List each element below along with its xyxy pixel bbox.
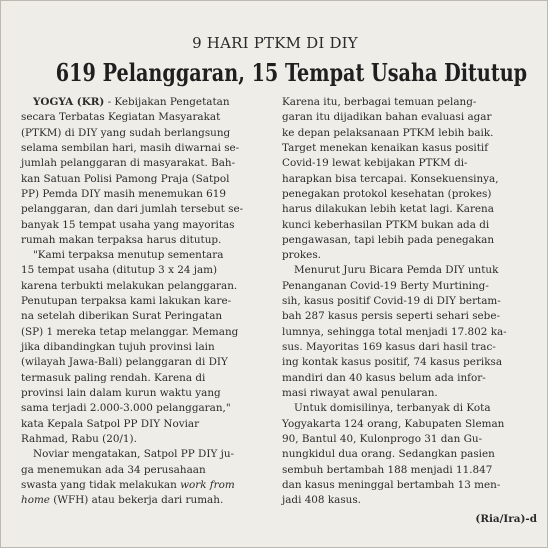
text-line: (SP) 1 mereka tetap melanggar. Memang (21, 325, 239, 338)
text-line: sus. Mayoritas 169 kasus dari hasil trac- (282, 341, 496, 353)
text-line: provinsi lain dalam kurun waktu yang (21, 386, 221, 399)
text-line: Target menekan kenaikan kasus positif (282, 141, 489, 154)
article-headline: 619 Pelanggaran, 15 Tempat Usaha Ditutup (55, 58, 528, 87)
text-line: (PTKM) di DIY yang sudah berlangsung (21, 126, 231, 139)
text-line: na setelah diberikan Surat Peringatan (21, 310, 223, 323)
text-line: Karena itu, berbagai temuan pelang- (282, 96, 477, 108)
text-line: (wilayah Jawa-Bali) pelanggaran di DIY (21, 356, 228, 369)
text-line: Untuk domisilinya, terbanyak di Kota (294, 402, 491, 415)
text-line: secara Terbatas Kegiatan Masyarakat (21, 111, 221, 124)
text-line: karena terbukti melakukan pelanggaran. (21, 279, 238, 292)
text-line: Rahmad, Rabu (20/1). (21, 432, 137, 445)
text-line: sembuh bertambah 188 menjadi 11.847 (282, 463, 493, 476)
text-line: Penanganan Covid-19 Berty Murtining- (282, 279, 489, 292)
text-line: harapkan bisa tercapai. Konsekuensinya, (282, 172, 499, 185)
text-line: ing kontak kasus positif, 74 kasus periksa (282, 356, 503, 369)
italic-phrase: home (21, 494, 50, 507)
dateline: YOGYA (KR) (33, 96, 105, 108)
text-line: swasta yang tidak melakukan work from (21, 478, 235, 491)
text-line: banyak 15 tempat usaha yang mayoritas (21, 218, 235, 231)
text-line: Penutupan terpaksa kami lakukan kare- (21, 295, 232, 308)
text-line: jadi 408 kasus. (282, 494, 361, 507)
text-line: termasuk paling rendah. Karena di (21, 371, 206, 384)
author-signature: (Ria/Ira)-d (475, 513, 537, 525)
text-line: pengawasan, tapi lebih pada penegakan (282, 233, 495, 246)
text-line: harus dilakukan lebih ketat lagi. Karena (282, 203, 494, 216)
text-line: home (WFH) atau bekerja dari rumah. (21, 494, 224, 507)
text-line: masi riwayat awal penularan. (282, 386, 438, 399)
text-line: jika dibandingkan tujuh provinsi lain (21, 341, 215, 353)
text-line: selama sembilan hari, masih diwarnai se- (21, 141, 240, 154)
text-line: ga menemukan ada 34 perusahaan (21, 463, 206, 476)
text-line: mandiri dan 40 kasus belum ada infor- (282, 371, 486, 384)
text-line: kunci keberhasilan PTKM bukan ada di (282, 218, 490, 231)
text-line: 15 tempat usaha (ditutup 3 x 24 jam) (21, 264, 218, 277)
text-line: sih, kasus positif Covid-19 di DIY bertam- (282, 295, 501, 308)
text-line: garan itu dijadikan bahan evaluasi agar (282, 111, 492, 124)
text-line: 90, Bantul 40, Kulonprogo 31 dan Gu- (282, 432, 483, 445)
text-line: Yogyakarta 124 orang, Kabupaten Sleman (282, 417, 505, 430)
text-line: "Kami terpaksa menutup sementara (33, 249, 224, 262)
text-line: lumnya, sehingga total menjadi 17.802 ka- (282, 325, 507, 338)
text-line: Noviar mengatakan, Satpol PP DIY ju- (33, 448, 235, 461)
left-column (21, 95, 275, 508)
italic-phrase: work from (180, 478, 235, 491)
text-line: dan kasus meninggal bertambah 13 men- (282, 478, 501, 491)
text-line: ke depan pelaksanaan PTKM lebih baik. (282, 126, 494, 139)
text-line: sama terjadi 2.000-3.000 pelanggaran," (21, 402, 231, 415)
text-line: jumlah pelanggaran di masyarakat. Bah- (21, 157, 236, 170)
text-line: penegakan protokol kesehatan (prokes) (282, 187, 492, 200)
text-line: kata Kepala Satpol PP DIY Noviar (21, 417, 200, 430)
text-line: nungkidul dua orang. Sedangkan pasien (282, 448, 495, 461)
right-column (282, 95, 536, 508)
article-kicker: 9 HARI PTKM DI DIY (192, 34, 358, 52)
text-line: bah 287 kasus persis seperti sehari sebe- (282, 310, 500, 323)
text-line: Menurut Juru Bicara Pemda DIY untuk (294, 264, 499, 277)
text-line: pelanggaran, dan dari jumlah tersebut se- (21, 203, 244, 216)
text-line: prokes. (282, 249, 321, 262)
text-line: PP) Pemda DIY masih menemukan 619 (21, 187, 227, 200)
text-line: rumah makan terpaksa harus ditutup. (21, 233, 222, 246)
text-line: Covid-19 lewat kebijakan PTKM di- (282, 157, 468, 170)
text-line: kan Satuan Polisi Pamong Praja (Satpol (21, 172, 230, 185)
text-line: YOGYA (KR) - Kebijakan Pengetatan (33, 96, 230, 108)
